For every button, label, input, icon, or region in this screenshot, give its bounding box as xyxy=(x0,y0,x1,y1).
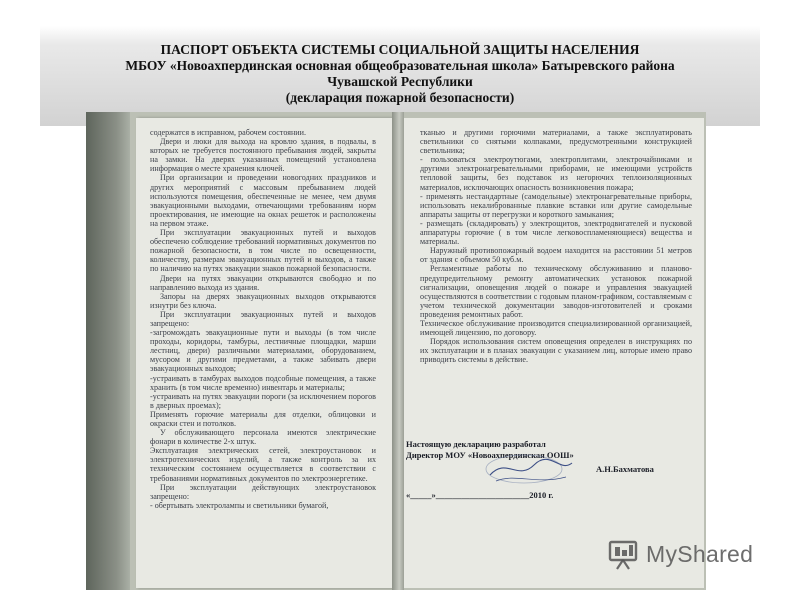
paragraph: - обертывать электролампы и светильники бумагой, xyxy=(150,500,329,510)
paragraph: Двери на путях эвакуации открываются свободно и по направлению выхода из здания. xyxy=(150,273,376,292)
declaration-line-1: Настоящую декларацию разработал xyxy=(406,439,546,449)
paragraph: При организации и проведении новогодних праздников и других мероприятий с массовым пребыванием людей используются помещения, обеспеченные не менее, чем двумя эвакуационными выходами, отвечающими требованиям норм проектирования, не имеющие на окнах решеток и расположены на первом этаже. xyxy=(150,173,376,228)
paragraph: - применять нестандартные (самодельные) электронагревательные приборы, использовать некалиброванные плавкие вставки или другие самодельные аппараты защиты от перегрузки и короткого замыкания; xyxy=(420,191,692,219)
declaration-line-2: Директор МОУ «Новоахпердинская ООШ» xyxy=(406,449,574,460)
paragraph: Запоры на дверях эвакуационных выходов открываются изнутри без ключа. xyxy=(150,291,376,310)
paragraph: Регламентные работы по техническому обслуживанию и планово-предупредительному ремонту автоматических установок пожарной сигнализации, оповещения людей о пожаре и управления эвакуацией осуществляются в соответствии с годовым планом-графиком, составляемым с учетом технической документации заводов-изготовителей и сроками проведения ремонтных работ. xyxy=(420,264,692,319)
paragraph: Порядок использования систем оповещения определен в инструкциях по их эксплуатации и в планах эвакуации с указанием лиц, которые имею право приводить системы в действие. xyxy=(420,337,692,365)
date-line: «_____»______________________2010 г. xyxy=(406,490,554,500)
paragraph: - размещать (складировать) у электрощитов, электродвигателей и пусковой аппаратуры горючие ( в том числе легковоспламеняющиеся) вещества и материалы. xyxy=(420,218,692,247)
paragraph: У обслуживающего персонала имеются электрические фонари в количестве 2-х штук. xyxy=(150,428,376,447)
signatory-name: А.Н.Бахматова xyxy=(596,464,654,474)
paragraph: -устраивать на путях эвакуации пороги (за исключением порогов в дверных проемах); xyxy=(150,391,376,410)
paragraph: При эксплуатации действующих электроустановок запрещено: xyxy=(150,482,376,501)
presentation-board-icon xyxy=(606,536,642,572)
paragraph: -загромождать эвакуационные пути и выходы (в том числе проходы, коридоры, тамбуры, лестничные площадки, марши лестниц, двери) различными материалами, оборудованием, мусором и другими предметами, а также забивать двери эвакуационных выходов; xyxy=(150,328,376,374)
title-line-2: МБОУ «Новоахпердинская основная общеобразовательная школа» Батыревского района xyxy=(125,58,675,73)
paragraph: тканью и другими горючими материалами, а также эксплуатировать светильники со снятыми колпаками, предусмотренными конструкцией светильника; xyxy=(420,128,692,156)
title-line-4: (декларация пожарной безопасности) xyxy=(285,90,515,105)
paragraph: Двери и люки для выхода на кровлю здания, в подвалы, в которых не требуется постоянного пребывания людей, закрыты на замки. На дверях указанных помещений установлена информация о месте хранения ключей. xyxy=(150,137,376,174)
paragraph: Применять горючие материалы для отделки, облицовки и окраски стен и потолков. xyxy=(150,409,376,428)
document-page-left xyxy=(136,118,392,588)
paragraph: содержатся в исправном, рабочем состоянии. xyxy=(150,128,306,137)
right-column xyxy=(420,128,692,364)
paragraph: Техническое обслуживание производится специализированной организацией, имеющей лицензию, по договору. xyxy=(420,318,692,338)
title-line-3: Чувашской Республики xyxy=(327,74,473,89)
page-fold xyxy=(392,112,404,590)
scanned-document xyxy=(86,112,706,590)
paragraph: Наружный противопожарный водоем находится на расстоянии 51 метров от здания с объемом 50 куб.м. xyxy=(420,246,692,265)
signature-stamp xyxy=(476,451,586,491)
page-title xyxy=(40,42,760,106)
paragraph: При эксплуатации эвакуационных путей и выходов обеспечено соблюдение требований нормативных документов по пожарной безопасности, в том числе по освещенности, количеству, размерам эвакуационных путей и выходов, а также по наличию на путях эвакуации знаков пожарной безопасности. xyxy=(150,228,376,274)
paragraph: При эксплуатации эвакуационных путей и выходов запрещено: xyxy=(150,309,376,328)
watermark-text: MyShared xyxy=(646,541,754,567)
document-page-right xyxy=(404,118,704,588)
paragraph: Эксплуатация электрических сетей, электроустановок и электротехнических изделий, а также контроль за их техническим состоянием осуществляется в соответствии с требованиями нормативных документов по электроэнергетике. xyxy=(150,446,376,483)
scan-background-edge xyxy=(86,112,130,590)
title-line-1: ПАСПОРТ ОБЪЕКТА СИСТЕМЫ СОЦИАЛЬНОЙ ЗАЩИТЫ НАСЕЛЕНИЯ xyxy=(160,42,640,57)
paragraph: -устраивать в тамбурах выходов подсобные помещения, а также хранить (в том числе временно) инвентарь и материалы; xyxy=(150,373,376,392)
paragraph: - пользоваться электроутюгами, электроплитами, электрочайниками и другими электронагревательными приборами, не имеющими устройств тепловой защиты, без подставок из негорючих теплоизоляционных материалов, исключающих опасность возникновения пожара; xyxy=(420,155,692,192)
left-column xyxy=(150,128,376,510)
